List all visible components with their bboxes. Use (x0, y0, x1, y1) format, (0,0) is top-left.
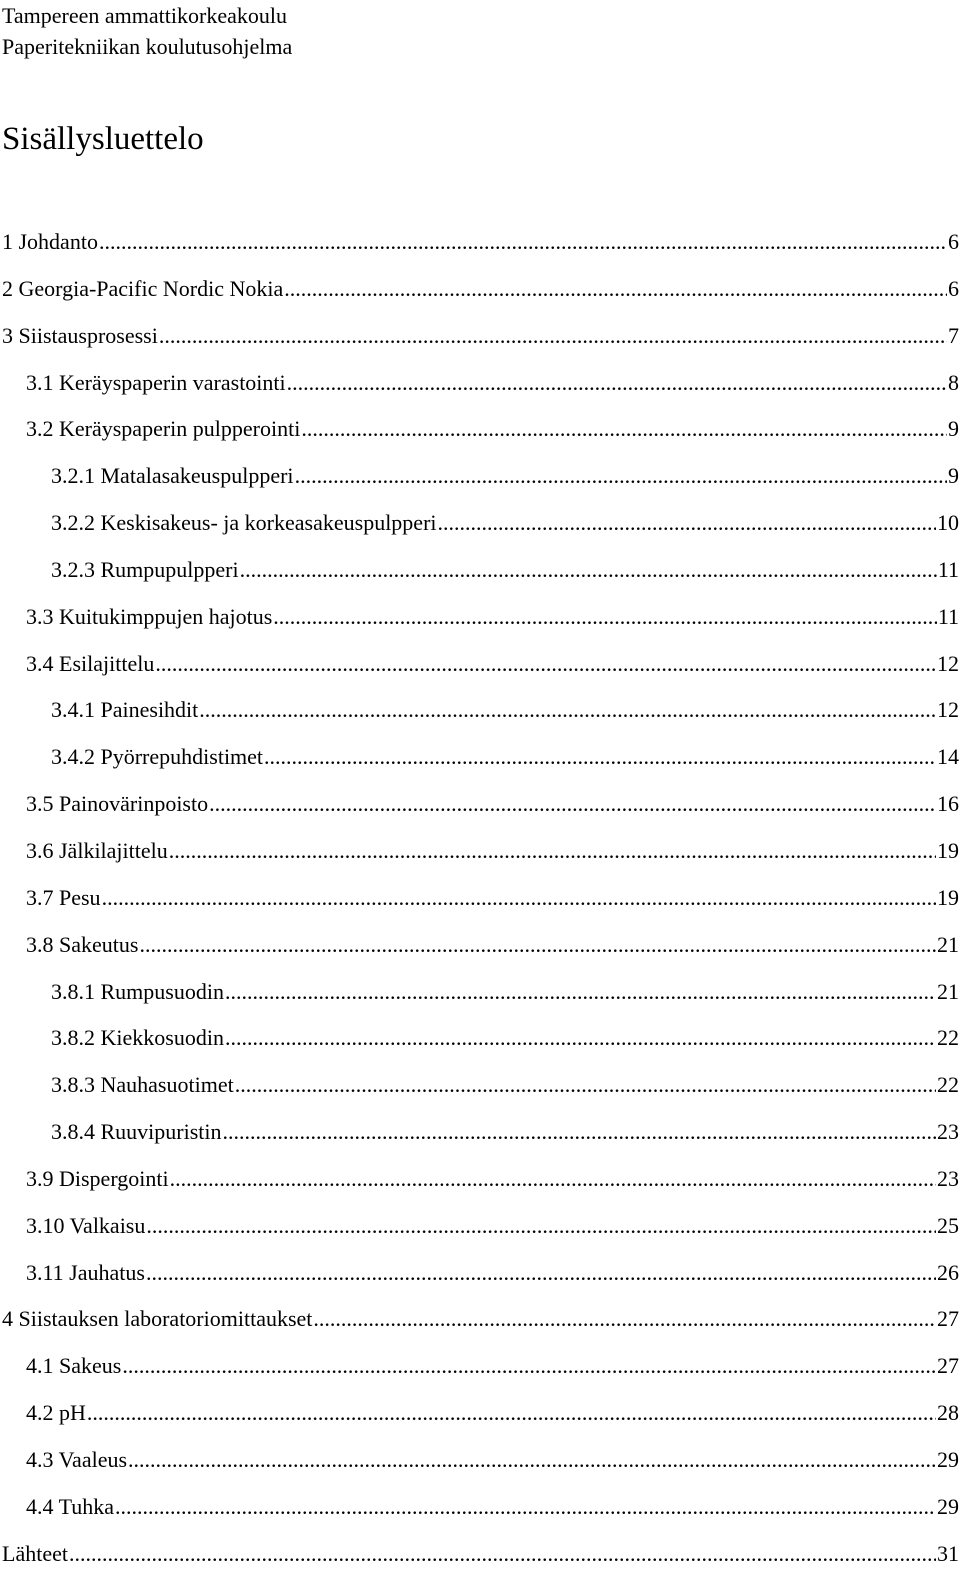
toc-entry-page-number: 25 (937, 1212, 959, 1238)
toc-entry-page-number: 11 (937, 556, 959, 582)
toc-entry-page-number: 29 (937, 1446, 959, 1472)
toc-entry-page-number: 21 (937, 931, 959, 957)
toc-dot-leader (69, 1531, 936, 1577)
toc-entry-page-number: 12 (937, 650, 959, 676)
toc-entry[interactable] (0, 1437, 960, 1484)
toc-dot-leader (128, 1437, 936, 1484)
toc-dot-leader (139, 922, 936, 969)
toc-entry-label: 3.7 Pesu (26, 884, 101, 910)
toc-entry[interactable] (0, 1296, 960, 1343)
toc-dot-leader (87, 1390, 936, 1437)
toc-entry[interactable] (0, 360, 960, 407)
toc-dot-leader (199, 687, 936, 734)
toc-entry-page-number: 31 (937, 1540, 959, 1566)
program-name: Paperitekniikan koulutusohjelma (2, 34, 293, 59)
toc-dot-leader (438, 500, 936, 547)
toc-entry-page-number: 21 (937, 978, 959, 1004)
toc-entry-page-number: 12 (937, 697, 959, 723)
toc-entry-label: 4.2 pH (26, 1400, 86, 1426)
toc-dot-leader (284, 266, 947, 313)
toc-entry[interactable] (0, 313, 960, 360)
toc-entry-label: 3.8 Sakeutus (26, 931, 139, 957)
toc-entry-page-number: 10 (937, 510, 959, 536)
toc-entry-page-number: 14 (937, 744, 959, 770)
toc-entry-page-number: 23 (937, 1165, 959, 1191)
toc-entry[interactable] (0, 594, 960, 641)
toc-entry-label: 3.4.1 Painesihdit (51, 697, 199, 723)
toc-entry-label: 3.10 Valkaisu (26, 1212, 146, 1238)
toc-entry-page-number: 22 (937, 1025, 959, 1051)
toc-entry-label: 3.8.4 Ruuvipuristin (51, 1119, 222, 1145)
toc-entry-page-number: 28 (937, 1400, 959, 1426)
toc-entry-page-number: 27 (937, 1306, 959, 1332)
toc-dot-leader (209, 781, 936, 828)
toc-entry[interactable] (0, 641, 960, 688)
toc-entry-label: 3 Siistausprosessi (2, 322, 158, 348)
toc-dot-leader (225, 969, 936, 1016)
toc-entry[interactable] (0, 687, 960, 734)
toc-entry[interactable] (0, 781, 960, 828)
toc-entry-page-number: 8 (948, 369, 959, 395)
toc-dot-leader (240, 547, 937, 594)
toc-entry[interactable] (0, 1109, 960, 1156)
toc-entry-page-number: 9 (948, 463, 959, 489)
toc-dot-leader (99, 219, 947, 266)
toc-entry-label: Lähteet (2, 1540, 68, 1566)
toc-dot-leader (264, 734, 936, 781)
page-title: Sisällysluettelo (2, 121, 204, 157)
toc-entry-page-number: 6 (948, 275, 959, 301)
toc-entry-label: 3.3 Kuitukimppujen hajotus (26, 603, 273, 629)
toc-entry-label: 3.5 Painovärinpoisto (26, 791, 209, 817)
toc-entry-label: 3.8.3 Nauhasuotimet (51, 1072, 234, 1098)
toc-entry[interactable] (0, 1203, 960, 1250)
toc-dot-leader (159, 313, 947, 360)
toc-entry-label: 3.8.2 Kiekkosuodin (51, 1025, 224, 1051)
toc-entry-page-number: 29 (937, 1493, 959, 1519)
toc-entry-label: 1 Johdanto (2, 229, 98, 254)
toc-entry[interactable] (0, 875, 960, 922)
toc-entry-label: 3.11 Jauhatus (26, 1259, 145, 1285)
toc-entry[interactable] (0, 922, 960, 969)
toc-entry-page-number: 9 (948, 416, 959, 442)
toc-entry-page-number: 23 (937, 1119, 959, 1145)
toc-entry-label: 4 Siistauksen laboratoriomittaukset (2, 1306, 313, 1332)
toc-entry-page-number: 6 (948, 229, 959, 254)
toc-entry[interactable] (0, 500, 960, 547)
toc-dot-leader (287, 360, 947, 407)
toc-entry[interactable] (0, 1484, 960, 1531)
toc-entry-label: 3.2.1 Matalasakeuspulpperi (51, 463, 294, 489)
toc-dot-leader (301, 406, 947, 453)
toc-entry-label: 4.1 Sakeus (26, 1353, 122, 1379)
toc-dot-leader (225, 1015, 936, 1062)
toc-entry[interactable] (0, 1015, 960, 1062)
toc-entry-label: 3.6 Jälkilajittelu (26, 837, 168, 863)
toc-dot-leader (295, 453, 947, 500)
toc-entry[interactable] (0, 1343, 960, 1390)
toc-entry-label: 2 Georgia-Pacific Nordic Nokia (2, 275, 284, 301)
toc-entry[interactable] (0, 266, 960, 313)
toc-entry-label: 4.3 Vaaleus (26, 1446, 128, 1472)
toc-entry-page-number: 27 (937, 1353, 959, 1379)
toc-entry[interactable] (0, 734, 960, 781)
toc-dot-leader (115, 1484, 936, 1531)
toc-entry[interactable] (0, 453, 960, 500)
institution-name: Tampereen ammattikorkeakoulu (2, 3, 287, 28)
toc-entry-page-number: 11 (937, 603, 959, 629)
toc-entry-label: 3.2 Keräyspaperin pulpperointi (26, 416, 301, 442)
toc-entry-page-number: 7 (948, 322, 959, 348)
toc-entry-label: 3.4.2 Pyörrepuhdistimet (51, 744, 264, 770)
toc-entry[interactable] (0, 406, 960, 453)
toc-entry[interactable] (0, 1156, 960, 1203)
toc-entry-label: 3.2.2 Keskisakeus- ja korkeasakeuspulpperi (51, 510, 437, 536)
toc-entry-page-number: 19 (937, 884, 959, 910)
toc-entry[interactable] (0, 1062, 960, 1109)
toc-entry[interactable] (0, 969, 960, 1016)
toc-entry-page-number: 22 (937, 1072, 959, 1098)
toc-entry-label: 4.4 Tuhka (26, 1493, 115, 1519)
toc-entry[interactable] (0, 219, 960, 266)
document-header (2, 0, 292, 62)
toc-entry[interactable] (0, 1390, 960, 1437)
toc-entry-page-number: 16 (937, 791, 959, 817)
toc-entry[interactable] (0, 828, 960, 875)
toc-entry-label: 3.8.1 Rumpusuodin (51, 978, 224, 1004)
toc-entry[interactable] (0, 1531, 960, 1577)
toc-entry[interactable] (0, 547, 960, 594)
toc-dot-leader (122, 1343, 936, 1390)
toc-entry-label: 3.1 Keräyspaperin varastointi (26, 369, 286, 395)
toc-dot-leader (313, 1296, 936, 1343)
toc-dot-leader (155, 641, 936, 688)
toc-entry-label: 3.4 Esilajittelu (26, 650, 155, 676)
toc-dot-leader (223, 1109, 936, 1156)
toc-entry-page-number: 19 (937, 837, 959, 863)
toc-entry-label: 3.9 Dispergointi (26, 1165, 169, 1191)
toc-entry-label: 3.2.3 Rumpupulpperi (51, 556, 239, 582)
toc-dot-leader (235, 1062, 936, 1109)
table-of-contents (0, 219, 960, 1577)
toc-dot-leader (146, 1203, 936, 1250)
toc-dot-leader (273, 594, 937, 641)
toc-dot-leader (146, 1250, 936, 1297)
toc-entry[interactable] (0, 1250, 960, 1297)
toc-dot-leader (102, 875, 936, 922)
toc-entry-page-number: 26 (937, 1259, 959, 1285)
toc-dot-leader (169, 828, 936, 875)
toc-dot-leader (170, 1156, 936, 1203)
